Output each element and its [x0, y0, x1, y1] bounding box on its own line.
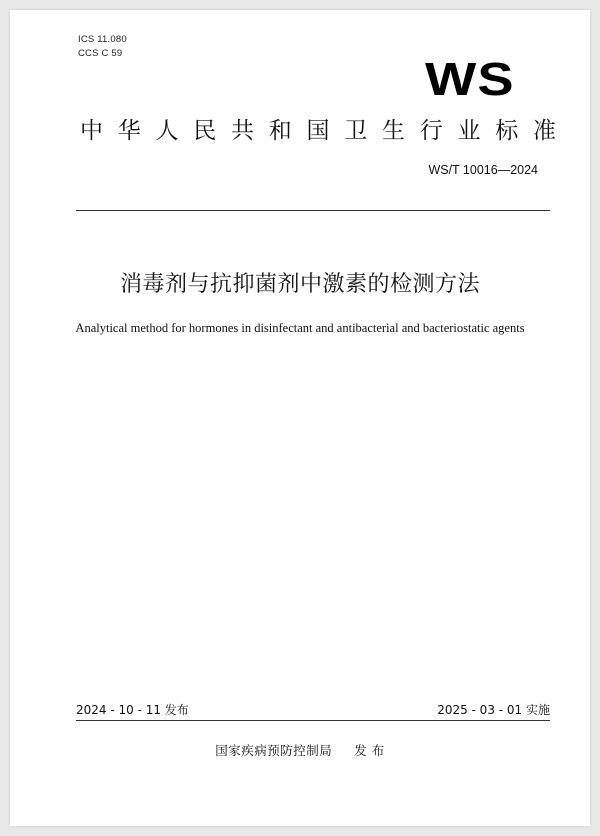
authority-char: 标	[495, 118, 519, 144]
top-divider	[76, 210, 550, 211]
document-page	[10, 10, 590, 826]
standard-number: WS/T 10016—2024	[428, 163, 538, 177]
publish-action: 发 布	[354, 743, 385, 758]
bottom-divider	[76, 720, 550, 721]
publisher-name: 国家疾病预防控制局	[215, 743, 333, 758]
ccs-code: CCS C 59	[78, 48, 123, 59]
document-title-english: Analytical method for hormones in disinfectant and antibacterial and bacteriostatic agents	[75, 321, 525, 335]
authority-char: 国	[306, 118, 330, 144]
authority-char: 人	[155, 118, 179, 144]
ics-code: ICS 11.080	[78, 34, 127, 45]
authority-char: 准	[533, 118, 556, 144]
authority-char: 和	[268, 118, 292, 144]
authority-char: 业	[457, 118, 481, 144]
document-title-chinese: 消毒剂与抗抑菌剂中激素的检测方法	[119, 272, 480, 297]
authority-char: 生	[382, 118, 405, 144]
implementation-date: 2025 - 03 - 01 实施	[437, 703, 550, 717]
ws-logo: WS	[425, 53, 515, 105]
date-row	[76, 702, 550, 720]
authority-char: 民	[193, 118, 217, 144]
authority-char: 卫	[344, 118, 368, 144]
issue-date: 2024 - 10 - 11 发布	[76, 703, 189, 717]
authority-char: 中	[80, 118, 103, 144]
authority-char: 共	[231, 118, 254, 144]
issuing-authority-title	[80, 116, 556, 146]
publisher-line	[10, 742, 590, 760]
authority-char: 华	[117, 118, 141, 144]
classification-codes	[78, 33, 127, 61]
authority-char: 行	[419, 118, 443, 144]
